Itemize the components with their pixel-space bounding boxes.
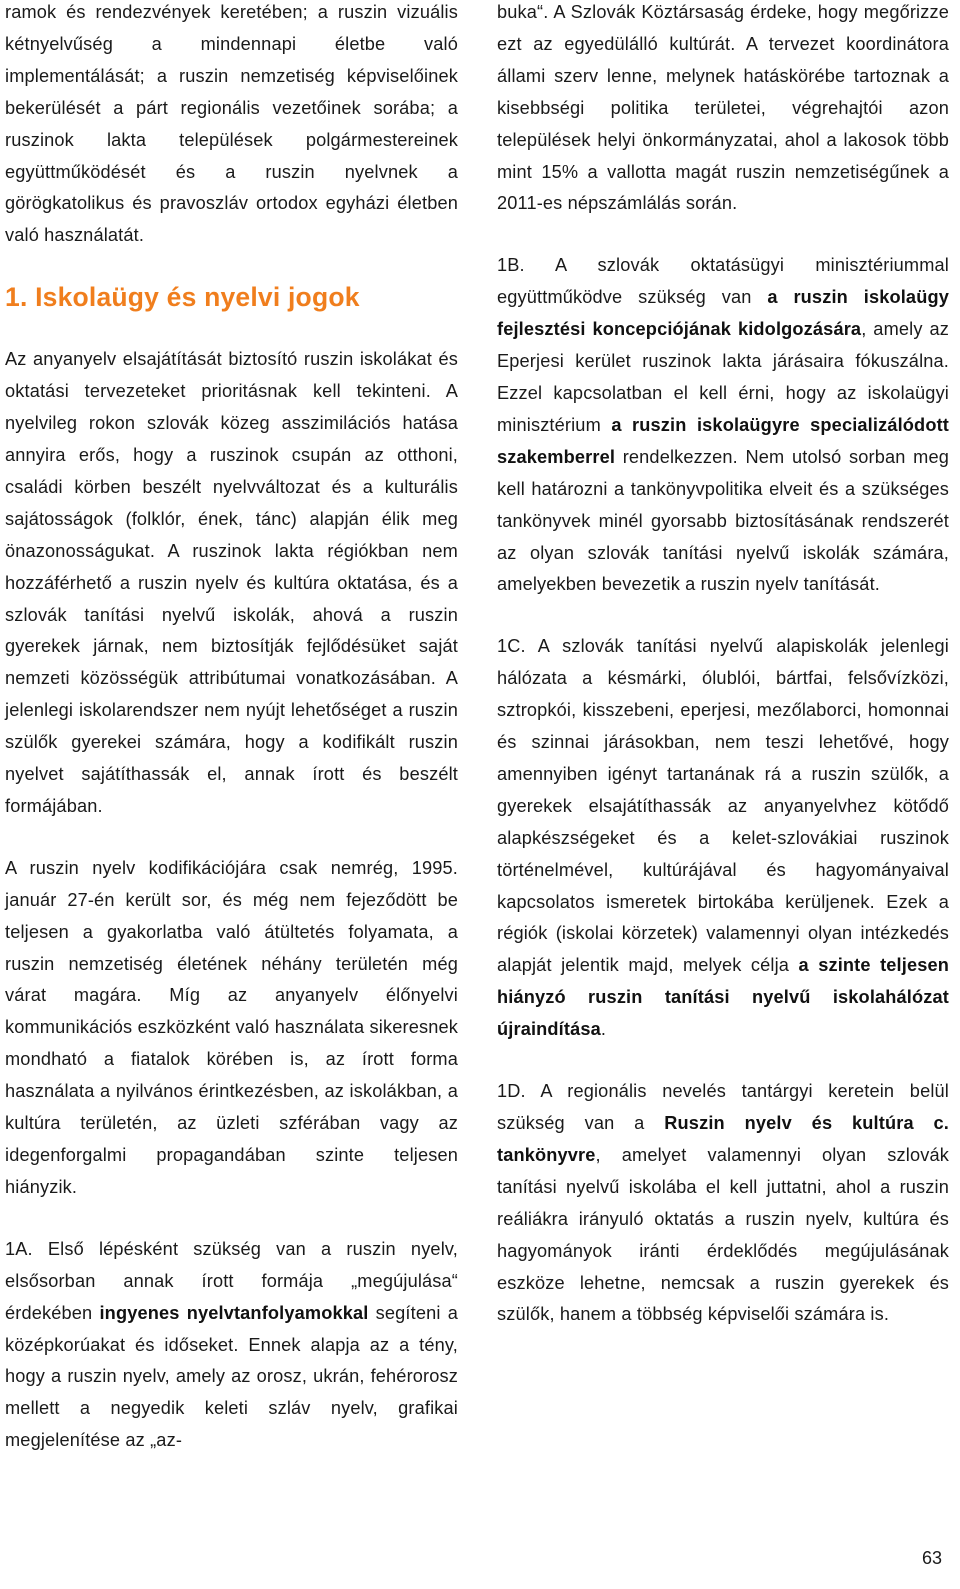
paragraph-1b-bold-concept: a ruszin iskolaügy fejlesztési koncepciójának kidolgozására (497, 287, 949, 340)
paragraph-codification: A ruszin nyelv kodifikációjára csak nemrég, 1995. január 27-én került sor, és még nem fejeződött be teljesen a gyakorlatba való átültetés folyamata, a ruszin nemzetiség életének néhány területén még várat magára. Míg az anyanyelv élőnyelvi kommunikációs eszközként való használata sikeresnek mondható a fiatalok körében is, az írott forma használata a nyilvános érintkezésben, az iskolákban, a kultúra területén, az üzleti szférában vagy az idegenforgalmi propagandában szinte teljesen hiányzik. (5, 857, 458, 1197)
paragraph-1d-text-start: 1D. A regionális nevelés tantárgyi keretein belül szükség van a (497, 1081, 949, 1133)
paragraph-1b-text-mid: , amely az Eperjesi kerület ruszinok lakta járásaira fókuszálna. Ezzel kapcsolatban el kell érni, hogy az iskolaügyi minisztérium (497, 319, 949, 435)
paragraph-1b-bold-expert: a ruszin iskolaügyre specializálódott szakemberrel (497, 414, 949, 467)
paragraph-1a-text-start: 1A. Első lépésként szükség van a ruszin nyelv, elsősorban annak írott formája „megújulása“ érdekében (5, 1238, 458, 1323)
paragraph-1c-bold: a szinte teljesen hiányzó ruszin tanítási nyelvű iskolahálózat újraindítása (497, 955, 949, 1040)
paragraph-intro-continued: ramok és rendezvények keretében; a ruszin vizuális kétnyelvűség a mindennapi életbe való implementálását; a ruszin nemzetiség képviselőinek bekerülését a párt regionális vezetőinek sorába; a ruszinok lakta települések polgármestereinek együttműködését és a ruszin nyelvnek a görögkatolikus és pravoszláv ortodox egyházi életben való használatát. (5, 2, 458, 246)
paragraph-1a-text-end: segíteni a középkorúakat és időseket. Ennek alapja az a tény, hogy a ruszin nyelv, amely az orosz, ukrán, fehérorosz mellett a negyedik keleti szláv nyelv, grafikai megjelenítése az „az- (5, 1302, 459, 1451)
right-column (497, 0, 949, 1331)
paragraph-1a (5, 1234, 458, 1457)
paragraph-1a-continued: buka“. A Szlovák Köztársaság érdeke, hogy megőrizze ezt az egyedülálló kultúrát. A tervezet koordinátora állami szerv lenne, melynek hatáskörébe tartoznak a kisebbségi politika területei, végrehajtói azon települések helyi önkormányzatai, ahol a lakosok több mint 15% a vallotta magát ruszin nemzetiségűnek a 2011-es népszámlálás során. (497, 2, 949, 214)
paragraph-1b-text-end: rendelkezzen. Nem utolsó sorban meg kell határozni a tankönyvpolitika elveit és a szükséges tankönyvek minél gyorsabb biztosításának rendszerét az olyan szlovák tanítási nyelvű iskolák számára, amelyekben bevezetik a ruszin nyelv tanítását. (497, 446, 949, 595)
paragraph-1a-bold: ingyenes nyelvtanfolyamokkal (99, 1302, 369, 1323)
paragraph-1c-text-start: 1C. A szlovák tanítási nyelvű alapiskolák jelenlegi hálózata a késmárki, ólublói, bártfai, felsővízközi, sztropkói, kisszebeni, eperjesi, mezőlaborci, homonnai és szinnai járásokban, nem teszi lehetővé, hogy amennyiben igényt tartanának rá a ruszin szülők, a gyerekek elsajátíthassák az anyanyelvhez kötődő alapkészségeket és a kelet-szlovákiai ruszinok történelmével, kultúrájával és hagyományaival kapcsolatos ismeretek birtokába kerüljenek. Ezek a régiók (iskolai körzetek) valamennyi olyan intézkedés alapját jelentik majd, melyek célja (497, 636, 949, 976)
paragraph-1d (497, 1076, 949, 1331)
paragraph-1c (497, 631, 949, 1046)
page-number: 63 (921, 1548, 942, 1568)
paragraph-1b-text-start: 1B. A szlovák oktatásügyi minisztériummal együttműködve szükség van (497, 255, 949, 308)
section-heading: 1. Iskolaügy és nyelvi jogok (5, 282, 360, 313)
paragraph-1d-text-end: , amelyet valamennyi olyan szlovák tanítási nyelvű iskolába el kell juttatni, ahol a ruszin reáliákra irányuló oktatás a ruszin nyelv, kultúra és hagyományok iránti érdeklődés megújulásának eszköze lehetne, nemcsak a ruszin gyerekek és szülők, hanem a többség képviselői számára is. (497, 1144, 949, 1325)
paragraph-1c-text-end: . (600, 1019, 607, 1040)
paragraph-1d-bold: Ruszin nyelv és kultúra c. tankönyvre (497, 1113, 949, 1165)
paragraph-1b (497, 250, 949, 601)
left-column (5, 0, 458, 1457)
paragraph-school-priority: Az anyanyelv elsajátítását biztosító ruszin iskolákat és oktatási tervezeteket prioritásnak kell tekinteni. A nyelvileg rokon szlovák közeg asszimilációs hatása annyira erős, hogy a ruszinok csupán az otthoni, családi körben beszélt nyelvváltozat és a kulturális sajátosságok (folklór, ének, tánc) alapján élik meg önazonosságukat. A ruszinok lakta régiókban nem hozzáférhető a ruszin nyelv és kultúra oktatása, és a szlovák tanítási nyelvű iskolák, ahová a ruszin gyerekek járnak, nem biztosítják fejlődésüket saját nemzeti közösségük attribútumai vonatkozásában. A jelenlegi iskolarendszer nem nyújt lehetőséget a ruszin szülők gyerekei számára, hogy a kodifikált ruszin nyelvet sajátíthassák el, annak írott és beszélt formájában. (5, 349, 458, 816)
